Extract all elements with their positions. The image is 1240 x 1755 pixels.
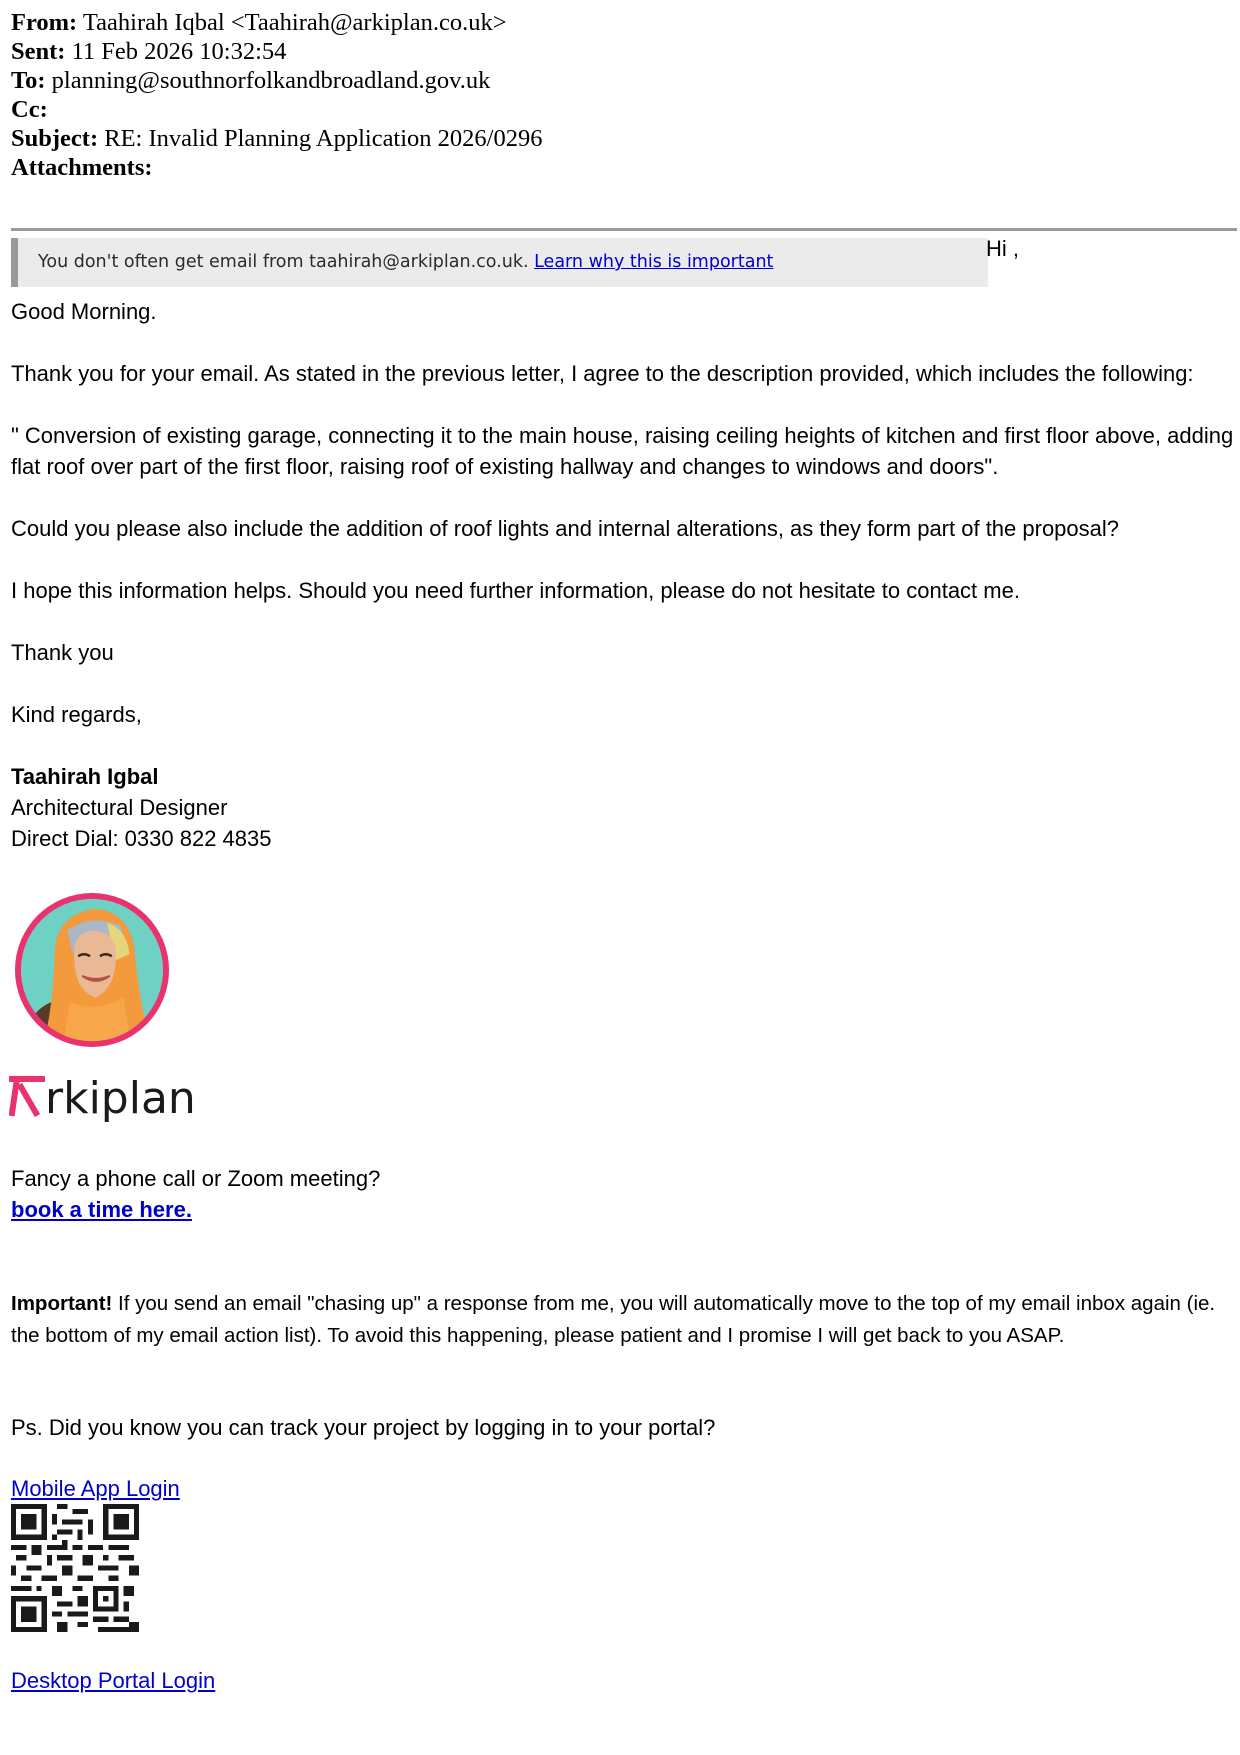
email-header — [11, 8, 542, 182]
body-paragraph: I hope this information helps. Should you need further information, please do not hesitate to contact me. — [11, 578, 1020, 603]
sent-row — [11, 37, 542, 66]
to-row — [11, 66, 542, 95]
ps-note: Ps. Did you know you can track your project by logging in to your portal? — [11, 1415, 716, 1440]
avatar — [13, 891, 171, 1049]
signature-title: Architectural Designer — [11, 795, 228, 820]
desktop-portal-login-link[interactable]: Desktop Portal Login — [11, 1668, 216, 1693]
book-time-link[interactable]: book a time here. — [11, 1197, 192, 1222]
important-label: Important! — [11, 1292, 113, 1315]
meeting-question: Fancy a phone call or Zoom meeting? — [11, 1166, 381, 1191]
body-paragraph: Good Morning. — [11, 299, 157, 324]
attachments-label: Attachments: — [11, 154, 153, 181]
body-paragraph: Kind regards, — [11, 702, 142, 727]
signature-name: Taahirah Igbal — [11, 764, 159, 789]
qr-code-icon[interactable] — [11, 1504, 139, 1632]
cc-label: Cc: — [11, 96, 48, 123]
external-sender-banner — [11, 238, 988, 287]
cc-row — [11, 95, 542, 124]
sent-label: Sent: — [11, 38, 66, 65]
from-row — [11, 8, 542, 37]
email-body — [11, 296, 1236, 854]
body-paragraph: Thank you — [11, 640, 114, 665]
from-value: Taahirah Iqbal <Taahirah@arkiplan.co.uk> — [82, 9, 507, 36]
sent-value: 11 Feb 2026 10:32:54 — [71, 38, 287, 65]
banner-text: You don't often get email from taahirah@arkiplan.co.uk. — [38, 252, 529, 272]
logo-wordmark: rkiplan — [45, 1073, 196, 1124]
greeting-hi: Hi , — [986, 236, 1019, 261]
important-text: If you send an email "chasing up" a response from me, you will automatically move to the top of my email inbox again (ie. the bottom of my email action list). To avoid this happening, please patient and I promise I will get back to you ASAP. — [11, 1292, 1216, 1347]
learn-why-link[interactable]: Learn why this is important — [534, 252, 774, 272]
attachments-row — [11, 153, 542, 182]
subject-row — [11, 124, 542, 153]
from-label: From: — [11, 9, 78, 36]
body-paragraph: Thank you for your email. As stated in the previous letter, I agree to the description provided, which includes the following: — [11, 361, 1194, 386]
header-divider — [11, 228, 1237, 231]
subject-label: Subject: — [11, 125, 99, 152]
subject-value: RE: Invalid Planning Application 2026/0296 — [104, 125, 543, 152]
important-note — [11, 1288, 1236, 1352]
to-label: To: — [11, 67, 46, 94]
to-value: planning@southnorfolkandbroadland.gov.uk — [51, 67, 491, 94]
body-paragraph: " Conversion of existing garage, connecting it to the main house, raising ceiling heights of kitchen and first floor above, adding flat roof over part of the first floor, raising roof of existing hallway and changes to windows and doors". — [11, 423, 1234, 479]
meeting-cta — [11, 1163, 380, 1225]
logo-mark-icon — [12, 1079, 42, 1113]
arkiplan-logo — [9, 1073, 209, 1133]
signature — [11, 761, 1236, 854]
signature-phone: Direct Dial: 0330 822 4835 — [11, 826, 272, 851]
body-paragraph: Could you please also include the addition of roof lights and internal alterations, as they form part of the proposal? — [11, 516, 1120, 541]
mobile-app-login-link[interactable]: Mobile App Login — [11, 1476, 180, 1501]
